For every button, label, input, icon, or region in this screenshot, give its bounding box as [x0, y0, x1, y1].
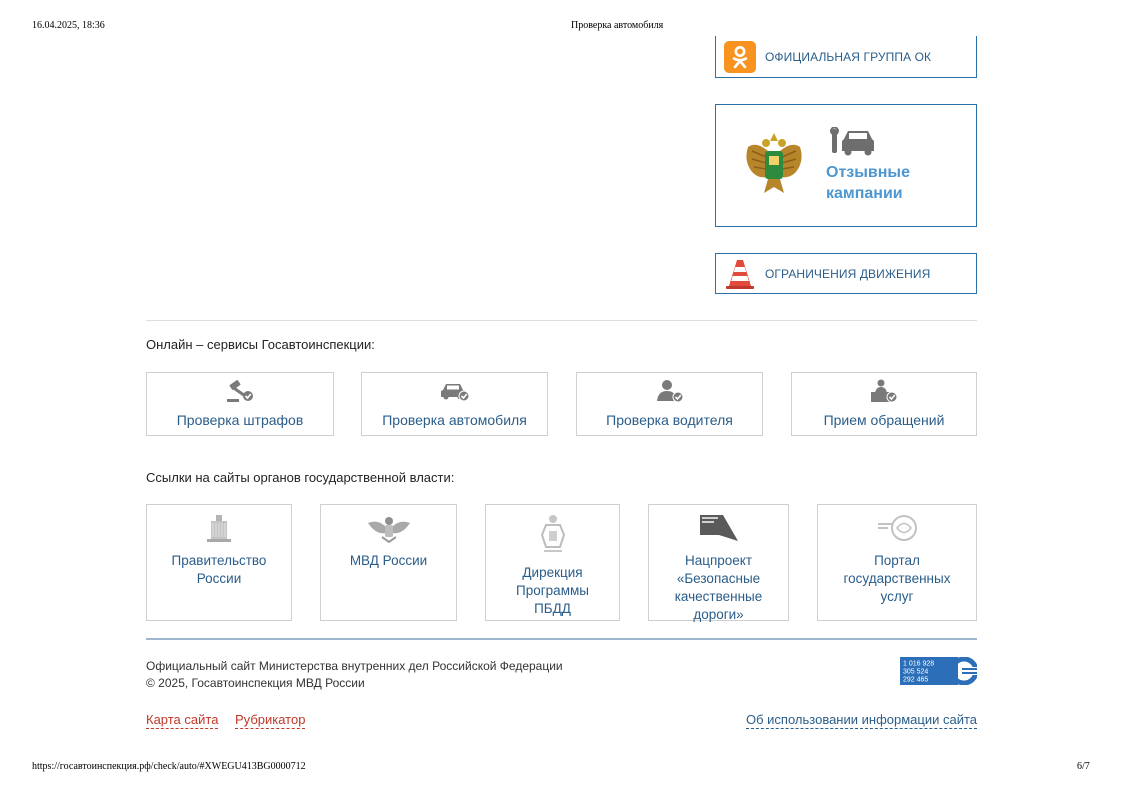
visit-counter-badge[interactable]: [900, 657, 977, 685]
service-appeals[interactable]: [791, 372, 977, 436]
traffic-cone-icon: [724, 258, 756, 290]
rubricator-link[interactable]: Рубрикатор: [235, 712, 306, 727]
gov-link-government-label: Правительство России: [171, 553, 267, 586]
service-check-driver[interactable]: [576, 372, 763, 436]
gov-link-mvd[interactable]: [320, 504, 457, 621]
footer-copyright: © 2025, Госавтоинспекция МВД России: [146, 676, 365, 690]
print-datetime: 16.04.2025, 18:36: [32, 20, 105, 31]
sitemap-link[interactable]: Карта сайта: [146, 712, 219, 727]
counter-line-1: 1 016 928: [903, 660, 935, 668]
section-divider: [146, 320, 977, 321]
service-check-car[interactable]: [361, 372, 548, 436]
car-service-icon: [830, 127, 876, 162]
car-check-icon: [440, 379, 470, 408]
appeal-icon: [869, 379, 899, 408]
print-page-title: Проверка автомобиля: [571, 20, 664, 31]
national-project-icon: [699, 513, 739, 548]
gov-link-government[interactable]: [146, 504, 292, 621]
gov-link-mvd-label: МВД России: [349, 553, 428, 568]
online-services-title: Онлайн – сервисы Госавтоинспекции:: [146, 337, 375, 352]
service-check-fines[interactable]: [146, 372, 334, 436]
gov-link-national-project-label: Нацпроект «Безопасные качественные дороги»: [674, 553, 763, 622]
recall-campaigns-line2: кампании: [826, 185, 903, 202]
gov-link-gosuslugi[interactable]: [817, 504, 977, 621]
ok-group-link[interactable]: [715, 36, 977, 78]
mvd-eagle-icon: [366, 513, 412, 548]
gavel-icon: [225, 379, 255, 408]
government-building-icon: [204, 513, 234, 548]
gov-link-pbdd[interactable]: [485, 504, 620, 621]
gov-link-national-project[interactable]: [648, 504, 789, 621]
driver-check-icon: [655, 379, 685, 408]
counter-line-3: 292 465: [903, 676, 929, 684]
odnoklassniki-icon: [724, 41, 756, 73]
ok-group-label: ОФИЦИАЛЬНАЯ ГРУППА ОК: [765, 49, 932, 64]
usage-info-link[interactable]: Об использовании информации сайта: [746, 712, 977, 727]
recall-campaigns-banner[interactable]: [715, 104, 977, 227]
recall-campaigns-line1: Отзывные: [826, 164, 910, 181]
service-check-fines-label: Проверка штрафов: [176, 412, 304, 428]
pbdd-emblem-icon: [538, 513, 568, 560]
traffic-restrictions-link[interactable]: [715, 253, 977, 294]
service-check-driver-label: Проверка водителя: [606, 412, 733, 428]
footer-official-site: Официальный сайт Министерства внутренних дел Российской Федерации: [146, 659, 563, 673]
gosuslugi-icon: [877, 513, 917, 548]
service-appeals-label: Прием обращений: [823, 412, 945, 428]
print-page-number: 6/7: [1077, 761, 1090, 772]
traffic-restrictions-label: ОГРАНИЧЕНИЯ ДВИЖЕНИЯ: [765, 266, 931, 281]
print-url: https://госавтоинспекция.рф/check/auto/#XWEGU413BG0000712: [32, 761, 306, 772]
gov-link-gosuslugi-label: Портал государственных услуг: [843, 553, 951, 604]
service-check-car-label: Проверка автомобиля: [382, 412, 527, 428]
counter-line-2: 305 524: [903, 668, 929, 676]
russian-eagle-emblem-icon: [742, 127, 806, 204]
gov-link-pbdd-label: Дирекция Программы ПБДД: [516, 565, 589, 616]
footer-divider: [146, 638, 977, 640]
gov-links-title: Ссылки на сайты органов государственной власти:: [146, 470, 455, 485]
